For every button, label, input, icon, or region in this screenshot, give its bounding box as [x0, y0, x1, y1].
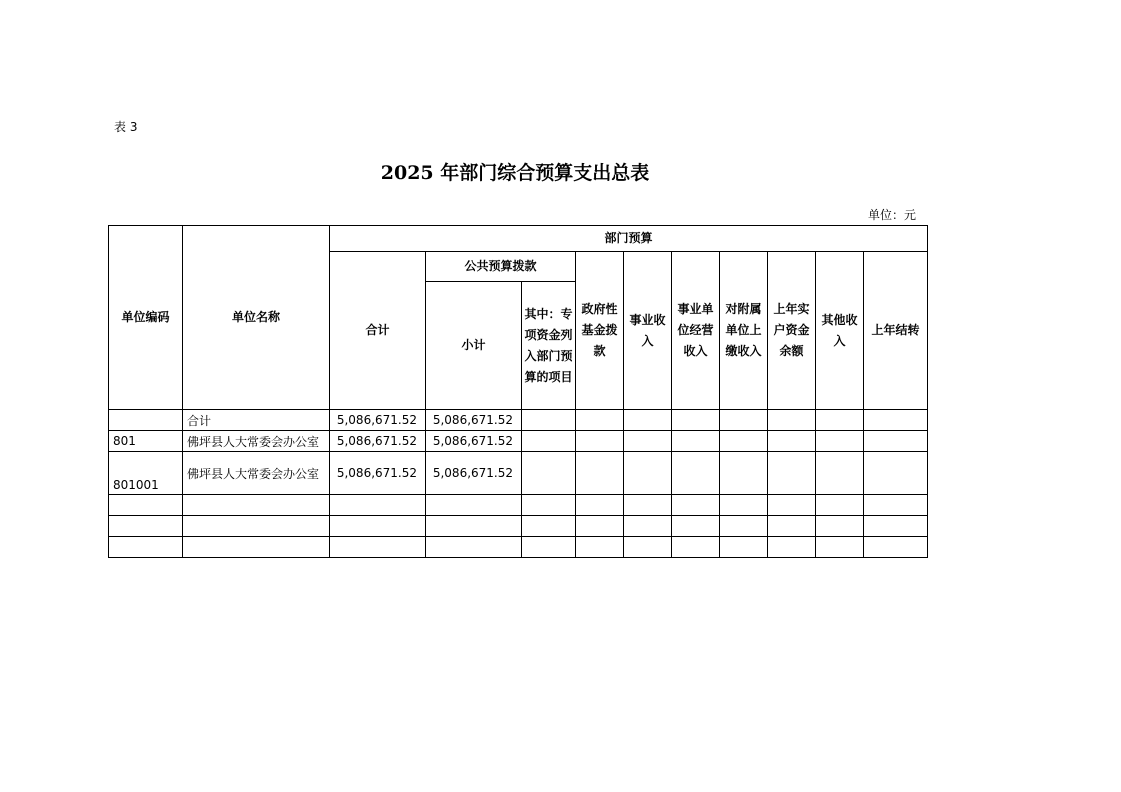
- header-prior-year-carryover: 上年结转: [864, 252, 928, 410]
- cell-subtotal: 5,086,671.52: [426, 452, 522, 495]
- header-unit-code: 单位编码: [109, 226, 183, 410]
- header-business-operating-income: 事业单位经营收入: [672, 252, 720, 410]
- header-dept-budget: 部门预算: [330, 226, 928, 252]
- empty-row: [109, 495, 928, 516]
- cell-subtotal: 5,086,671.52: [426, 410, 522, 431]
- cell-total: 5,086,671.52: [330, 410, 426, 431]
- empty-row: [109, 537, 928, 558]
- cell-name: 佛坪县人大常委会办公室: [183, 452, 330, 495]
- header-special-funds: 其中：专项资金列入部门预算的项目: [522, 282, 576, 410]
- unit-note: 单位：元: [868, 208, 917, 222]
- header-business-income: 事业收入: [624, 252, 672, 410]
- cell-name: 佛坪县人大常委会办公室: [183, 431, 330, 452]
- header-unit-name: 单位名称: [183, 226, 330, 410]
- table-row: [109, 431, 928, 452]
- header-subtotal: 小计: [426, 282, 522, 410]
- budget-table: [108, 225, 928, 558]
- header-other-income: 其他收入: [816, 252, 864, 410]
- table-row: [109, 410, 928, 431]
- header-public-budget: 公共预算拨款: [426, 252, 576, 282]
- table-label: 表 3: [114, 120, 138, 134]
- document-title: 2025 年部门综合预算支出总表: [380, 162, 650, 184]
- table-row: [109, 452, 928, 495]
- header-total: 合计: [330, 252, 426, 410]
- cell-total: 5,086,671.52: [330, 452, 426, 495]
- cell-total: 5,086,671.52: [330, 431, 426, 452]
- cell-code: 801: [109, 431, 183, 452]
- cell-code: [109, 410, 183, 431]
- header-gov-fund: 政府性基金拨款: [576, 252, 624, 410]
- header-subsidiary-payment: 对附属单位上缴收入: [720, 252, 768, 410]
- empty-row: [109, 516, 928, 537]
- cell-subtotal: 5,086,671.52: [426, 431, 522, 452]
- cell-code: 801001: [109, 452, 183, 495]
- header-prior-year-balance: 上年实户资金余额: [768, 252, 816, 410]
- cell-name: 合计: [183, 410, 330, 431]
